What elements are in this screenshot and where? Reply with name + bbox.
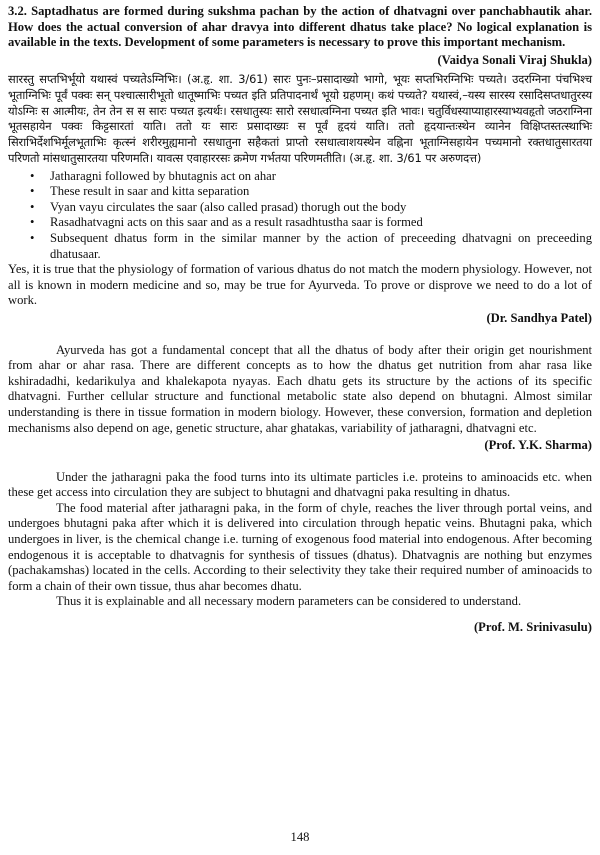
author-srinivasulu: (Prof. M. Srinivasulu): [473, 620, 592, 635]
author-shukla: (Vaidya Sonali Viraj Shukla): [437, 52, 592, 67]
paragraph-srinivasulu-1: Under the jatharagni paka the food turns into its ultimate particles i.e. proteins to aminoacids etc. when these get access into circulation they are subject to bhutagni and dhatvagni paka resulting in dhatus.: [8, 469, 592, 500]
bullet-list: [8, 169, 592, 263]
author-patel: (Dr. Sandhya Patel): [486, 310, 592, 325]
paragraph-sharma: Ayurveda has got a fundamental concept that all the dhatus of body after their origin get nourishment from ahar or ahar rasa. There are different concepts as to how the dhatus get nutrition from ahar rasa like kshiradadhi, kedarikulya and khalekapota nyayas. Each dhatu gets its structure by the actions of its specific dhatvagni. Further cellular structure and functional metabolic state also depend on bhutagni. Almost similar understanding is there in tissue formation in modern biology. However, these conversion, formation and depletion mechanisms also depend on age, genetic structure, ahar ghatakas, variability of jatharagni, dhatvagni etc.: [8, 342, 592, 435]
list-item: • Rasadhatvagni acts on this saar and as a result rasadhtustha saar is formed: [46, 215, 592, 231]
paragraph-srinivasulu-2: The food material after jatharagni paka, in the form of chyle, reaches the liver through portal veins, and undergoes bhutagni paka after which it is delivered into circulation through hepatic veins. Bhutagni paka, which undergoes in liver, is the chemical change i.e. turning of exogenous food material into endogenous. After becoming endogenous it is acceptable to dhatvagnis for synthesis of tissues (dhatus). Dhatvagnis are nothing but enzymes (pachakamshas) located in the cells. According to their selectivity they take their required number of aminoacids to form a chain of their own tissue, thus ahar becomes dhatu.: [8, 500, 592, 593]
paragraph-patel: Yes, it is true that the physiology of formation of various dhatus do not match the modern physiology. However, not all is known in modern medicine and so, may be true for Ayurveda. To prove or disprove we need to do a lot of work.: [8, 262, 592, 308]
list-item: • Jatharagni followed by bhutagnis act on ahar: [46, 169, 592, 185]
sanskrit-quote: सारस्तु सप्तभिर्भूयो यथास्वं पच्यतेऽग्निभिः। (अ.हृ. शा. 3/61) सारः पुनः–प्रसादाख्यो भागो, भूयः सप्तभिरग्निभिः पच्यते। उदरग्निना पंचभिश्च भूताग्निभिः पूर्वं पक्वः सन् पश्चात्सारीभूतो धातूष्माभिः पच्यत इति प्रतिपादनार्थं भूयो ग्रहणम्। कथं पच्यते? यथास्वं,–यस्य सारस्य रसादिसप्तधातुरस्य योऽग्निः स आत्मीयः, तेन तेन स स सारः पच्यत इत्यर्थः। रसधातुस्यः सारो रसधात्वग्निना पच्यत इति भावः। चतुर्विधस्याप्याहारस्याभ्यवहृतो जठराग्निना भूतसहायेन पक्वः किट्टसारतां याति। ततो यः सारः प्रसादाख्यः स पूर्वं हृदयं याति। ततो हृदयान्तःस्थेन व्यानेन विक्षिप्तस्तत्स्थाभिः सिराभिर्देशभिर्मूलभूताभिः कृत्स्नं शरीरमुह्यमानो रसधातुना सहैकतां प्राप्तो रसधात्वाशयस्थेन वह्निना भूताग्निसहायेन पच्यमानो रक्तधातुसारतया परिणतो मांसधातुसारतया परिणमति। यावत्स एवाहाररसः क्रमेण गर्भतया परिणमतीति। (अ.हृ. शा. 3/61 पर अरुणदत्त): [8, 72, 592, 165]
author-sharma: (Prof. Y.K. Sharma): [484, 438, 592, 453]
paragraph-srinivasulu-3: Thus it is explainable and all necessary modern parameters can be considered to understand.: [56, 594, 522, 609]
list-item: • Vyan vayu circulates the saar (also called prasad) thorugh out the body: [46, 200, 592, 216]
list-item: • Subsequent dhatus form in the similar manner by the action of preceeding dhatvagni on preceeding dhatusaar.: [46, 231, 592, 262]
list-item: • These result in saar and kitta separation: [46, 184, 592, 200]
question-text: 3.2. Saptadhatus are formed during sukshma pachan by the action of dhatvagni over panchabhautik ahar. How does the actual conversion of ahar dravya into different dhatus take place? No logical explanation is available in the texts. Development of some parameters is necessary to prove this important mechanism.: [8, 4, 592, 50]
page-number: 148: [290, 830, 310, 844]
